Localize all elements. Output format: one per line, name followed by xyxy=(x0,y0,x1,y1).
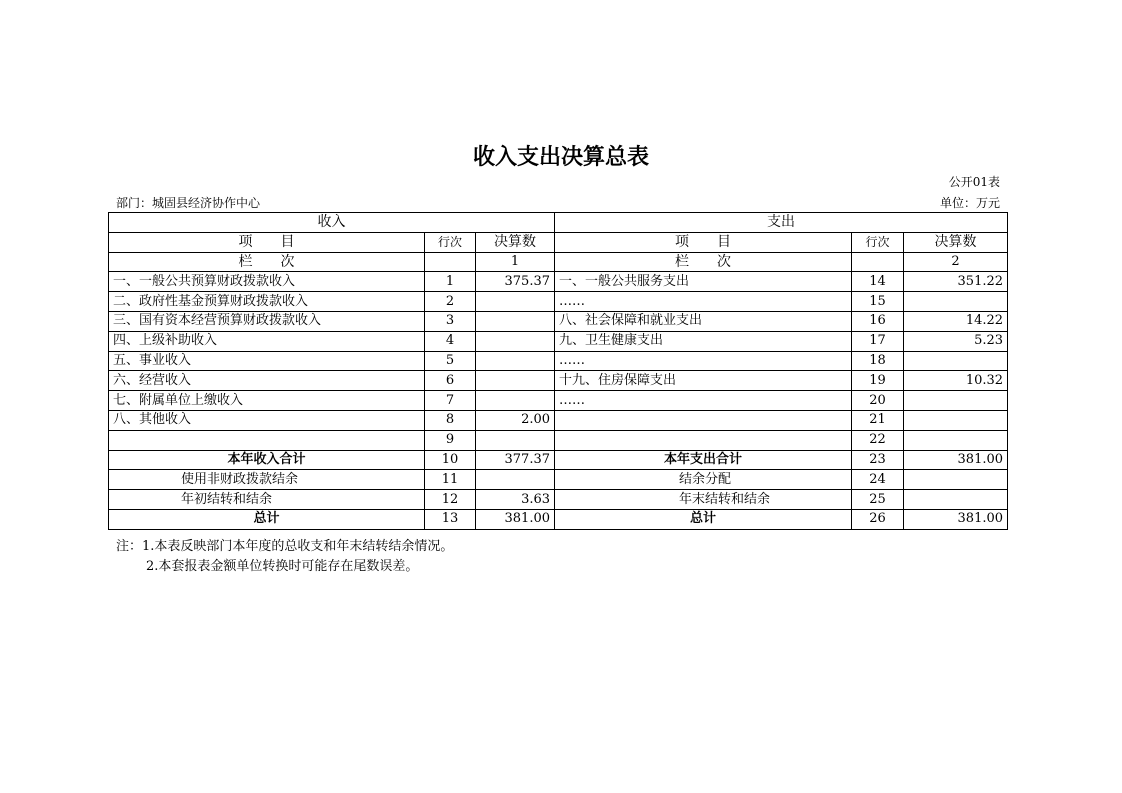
expense-item-name: 八、社会保障和就业支出 xyxy=(555,311,852,331)
unit-label: 单位：万元 xyxy=(939,196,1000,210)
income-amount: 2.00 xyxy=(476,410,555,430)
income-extra-value: 3.63 xyxy=(476,490,555,510)
expense-column-index: 2 xyxy=(904,252,1008,272)
expense-line-no: 20 xyxy=(852,391,904,411)
expense-section-header: 支出 xyxy=(555,213,1008,233)
income-section-header: 收入 xyxy=(109,213,555,233)
expense-item-name: 九、卫生健康支出 xyxy=(555,331,852,351)
column-header-row xyxy=(109,232,1008,252)
income-amount: 375.37 xyxy=(476,272,555,292)
expense-extra-value xyxy=(904,490,1008,510)
column-index-row xyxy=(109,252,1008,272)
income-line-no: 5 xyxy=(425,351,476,371)
expense-total-label: 总计 xyxy=(555,509,852,529)
income-item-name: 一、一般公共预算财政拨款收入 xyxy=(109,272,425,292)
income-line-no: 7 xyxy=(425,391,476,411)
expense-item-name: 十九、住房保障支出 xyxy=(555,371,852,391)
income-amount xyxy=(476,391,555,411)
income-line-no: 4 xyxy=(425,331,476,351)
empty-cell xyxy=(425,252,476,272)
expense-amount: 14.22 xyxy=(904,311,1008,331)
expense-line-no: 14 xyxy=(852,272,904,292)
income-item-name xyxy=(109,430,425,450)
expense-item-name xyxy=(555,430,852,450)
expense-amount xyxy=(904,410,1008,430)
extra-row xyxy=(109,470,1008,490)
income-line-no: 3 xyxy=(425,311,476,331)
expense-subtotal-value: 381.00 xyxy=(904,450,1008,470)
expense-amount: 10.32 xyxy=(904,371,1008,391)
total-row xyxy=(109,509,1008,529)
footnote-1: 注：1.本表反映部门本年度的总收支和年末结转结余情况。 xyxy=(116,539,454,554)
expense-total-value: 381.00 xyxy=(904,509,1008,529)
income-subtotal-label: 本年收入合计 xyxy=(109,450,425,470)
summary-rows xyxy=(109,450,1008,529)
footnotes xyxy=(116,537,453,577)
expense-amount xyxy=(904,292,1008,312)
table-row xyxy=(109,430,1008,450)
income-column-label: 栏 次 xyxy=(109,252,425,272)
income-total-label: 总计 xyxy=(109,509,425,529)
expense-column-label: 栏 次 xyxy=(555,252,852,272)
income-extra-label: 使用非财政拨款结余 xyxy=(109,470,425,490)
income-line-no: 1 xyxy=(425,272,476,292)
income-item-name: 二、政府性基金预算财政拨款收入 xyxy=(109,292,425,312)
income-extra-no: 12 xyxy=(425,490,476,510)
expense-line-no: 22 xyxy=(852,430,904,450)
income-total-value: 381.00 xyxy=(476,509,555,529)
income-amount xyxy=(476,292,555,312)
expense-amount: 351.22 xyxy=(904,272,1008,292)
expense-extra-value xyxy=(904,470,1008,490)
expense-amount xyxy=(904,351,1008,371)
income-amount xyxy=(476,311,555,331)
expense-line-no: 15 xyxy=(852,292,904,312)
income-subtotal-value: 377.37 xyxy=(476,450,555,470)
income-line-no: 9 xyxy=(425,430,476,450)
income-extra-label: 年初结转和结余 xyxy=(109,490,425,510)
expense-item-name: 一、一般公共服务支出 xyxy=(555,272,852,292)
income-line-no: 8 xyxy=(425,410,476,430)
expense-line-no: 17 xyxy=(852,331,904,351)
expense-subtotal-label: 本年支出合计 xyxy=(555,450,852,470)
table-row xyxy=(109,292,1008,312)
income-amount xyxy=(476,430,555,450)
section-header-row xyxy=(109,213,1008,233)
expense-item-name: …… xyxy=(555,351,852,371)
table-row xyxy=(109,331,1008,351)
expense-line-no: 18 xyxy=(852,351,904,371)
extra-row xyxy=(109,490,1008,510)
expense-amount xyxy=(904,430,1008,450)
income-amount-header: 决算数 xyxy=(476,232,555,252)
footnote-2: 2.本套报表金额单位转换时可能存在尾数误差。 xyxy=(146,559,419,574)
expense-item-name: …… xyxy=(555,292,852,312)
income-item-name: 六、经营收入 xyxy=(109,371,425,391)
income-amount xyxy=(476,371,555,391)
income-subtotal-no: 10 xyxy=(425,450,476,470)
expense-line-no: 19 xyxy=(852,371,904,391)
income-total-no: 13 xyxy=(425,509,476,529)
table-row xyxy=(109,391,1008,411)
expense-extra-no: 25 xyxy=(852,490,904,510)
expense-amount xyxy=(904,391,1008,411)
page-title: 收入支出决算总表 xyxy=(472,145,649,170)
expense-item-name xyxy=(555,410,852,430)
income-extra-value xyxy=(476,470,555,490)
subtotal-row xyxy=(109,450,1008,470)
data-rows xyxy=(109,272,1008,450)
expense-amount: 5.23 xyxy=(904,331,1008,351)
expense-total-no: 26 xyxy=(852,509,904,529)
expense-extra-no: 24 xyxy=(852,470,904,490)
income-column-index: 1 xyxy=(476,252,555,272)
table-row xyxy=(109,351,1008,371)
table-body xyxy=(109,213,1008,272)
expense-line-no-header: 行次 xyxy=(852,232,904,252)
income-item-header: 项 目 xyxy=(109,232,425,252)
expense-extra-label: 年末结转和结余 xyxy=(555,490,852,510)
income-item-name: 七、附属单位上缴收入 xyxy=(109,391,425,411)
table-row xyxy=(109,311,1008,331)
income-item-name: 八、其他收入 xyxy=(109,410,425,430)
income-item-name: 四、上级补助收入 xyxy=(109,331,425,351)
table-row xyxy=(109,272,1008,292)
expense-extra-label: 结余分配 xyxy=(555,470,852,490)
expense-line-no: 16 xyxy=(852,311,904,331)
department-label: 部门：城固县经济协作中心 xyxy=(116,196,261,210)
form-number: 公开01表 xyxy=(948,175,1000,189)
income-item-name: 五、事业收入 xyxy=(109,351,425,371)
income-line-no-header: 行次 xyxy=(425,232,476,252)
income-expense-table xyxy=(108,212,1008,530)
expense-subtotal-no: 23 xyxy=(852,450,904,470)
empty-cell xyxy=(852,252,904,272)
income-amount xyxy=(476,331,555,351)
expense-line-no: 21 xyxy=(852,410,904,430)
income-amount xyxy=(476,351,555,371)
table-row xyxy=(109,371,1008,391)
expense-item-name: …… xyxy=(555,391,852,411)
income-line-no: 6 xyxy=(425,371,476,391)
income-extra-no: 11 xyxy=(425,470,476,490)
expense-amount-header: 决算数 xyxy=(904,232,1008,252)
expense-item-header: 项 目 xyxy=(555,232,852,252)
income-line-no: 2 xyxy=(425,292,476,312)
income-item-name: 三、国有资本经营预算财政拨款收入 xyxy=(109,311,425,331)
table-row xyxy=(109,410,1008,430)
